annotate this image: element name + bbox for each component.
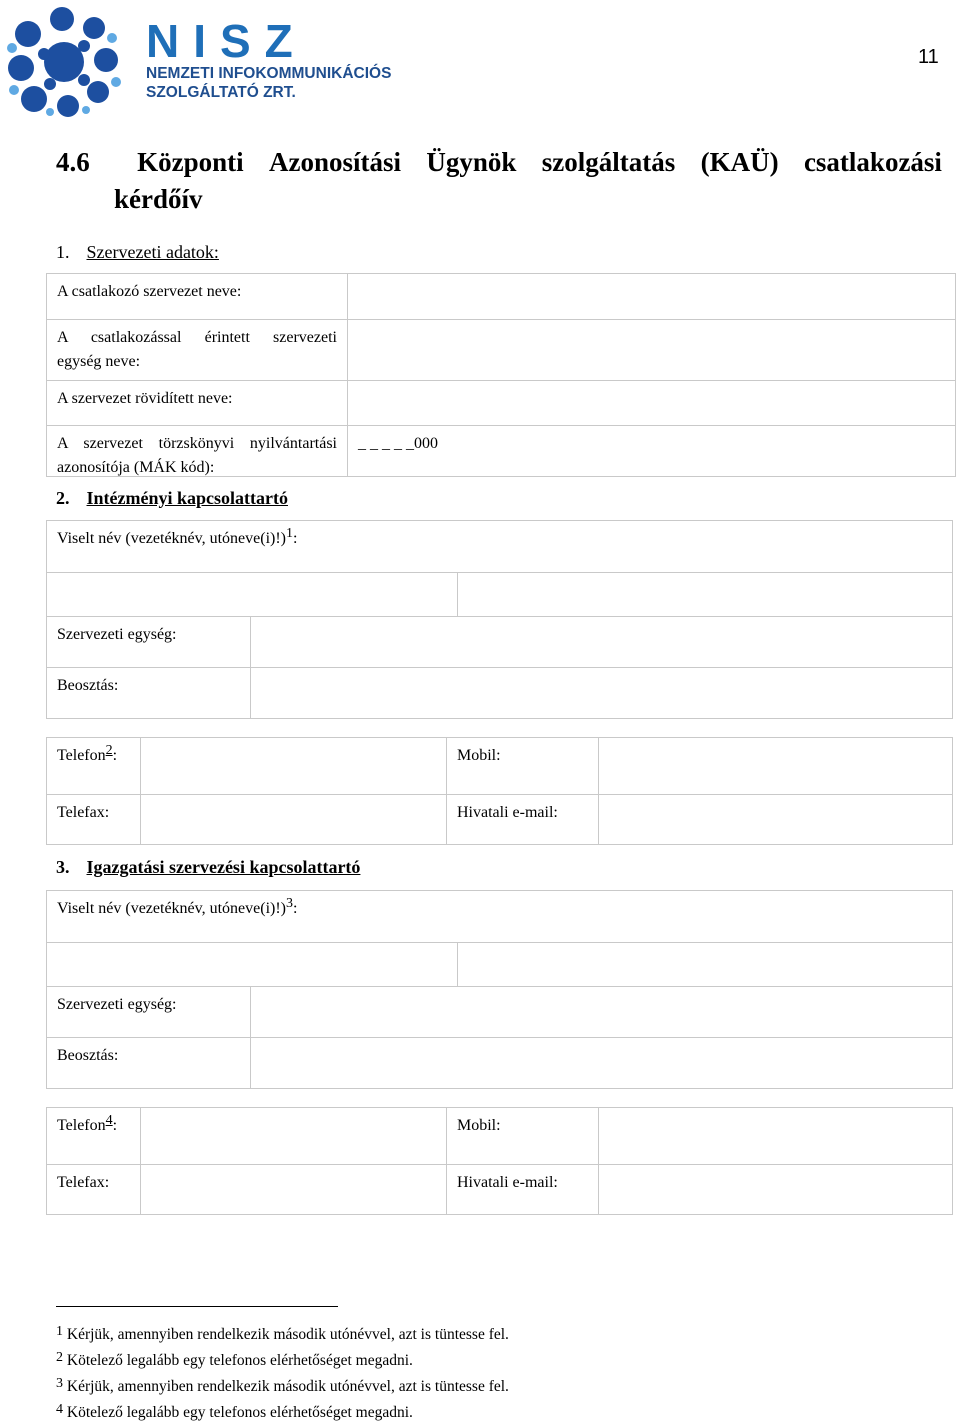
footnotes <box>56 1322 946 1426</box>
unit-label: Szervezeti egység: <box>46 986 251 1038</box>
mobile-label: Mobil: <box>446 737 599 795</box>
unit-name-label <box>46 319 348 381</box>
label-line: A csatlakozással érintett szervezeti <box>57 329 337 346</box>
footnote <box>56 1348 946 1374</box>
label-line: azonosítója (MÁK kód): <box>57 459 215 476</box>
position-field[interactable] <box>250 667 953 719</box>
mobile-label: Mobil: <box>446 1107 599 1165</box>
label-colon: : <box>112 1117 118 1134</box>
mobile-field[interactable] <box>598 737 953 795</box>
position-label: Beosztás: <box>46 667 251 719</box>
unit-field[interactable] <box>250 986 953 1038</box>
fax-label: Telefax: <box>46 794 141 845</box>
section-title: Intézményi kapcsolattartó <box>86 488 288 508</box>
section-number: 2. <box>56 488 70 508</box>
email-field[interactable] <box>598 794 953 845</box>
contact-name-part1[interactable] <box>46 942 458 987</box>
section-title: Igazgatási szervezési kapcsolattartó <box>86 857 361 877</box>
footnote <box>56 1374 946 1400</box>
footnote-number: 3 <box>56 1376 63 1391</box>
footnote-text: Kötelező legalább egy telefonos elérhetőséget megadni. <box>66 1352 413 1369</box>
org-name-field[interactable] <box>347 273 956 320</box>
section-title: Szervezeti adatok: <box>86 242 219 262</box>
short-name-label: A szervezet rövidített neve: <box>46 380 348 426</box>
contact-name-field[interactable] <box>46 520 953 573</box>
position-label: Beosztás: <box>46 1037 251 1089</box>
footnote-text: Kötelező legalább egy telefonos elérhetőséget megadni. <box>66 1404 413 1421</box>
phone-label <box>46 1107 141 1165</box>
logo-line2: SZOLGÁLTATÓ ZRT. <box>146 84 296 101</box>
nisz-logo-icon <box>6 6 126 118</box>
label-text: Telefon <box>57 747 106 764</box>
footnote-ref: 3 <box>286 896 294 911</box>
mak-code-value: _ _ _ _ _000 <box>358 435 438 452</box>
short-name-field[interactable] <box>347 380 956 426</box>
footnote <box>56 1400 946 1426</box>
title-word: Ügynök <box>426 147 517 177</box>
org-name-label: A csatlakozó szervezet neve: <box>46 273 348 320</box>
label-colon: : <box>293 530 298 547</box>
logo-wordmark: NISZ <box>146 15 307 67</box>
footnote-number: 1 <box>56 1324 63 1339</box>
unit-name-field[interactable] <box>347 319 956 381</box>
contact-name-part2[interactable] <box>457 942 953 987</box>
email-label: Hivatali e-mail: <box>446 1164 599 1215</box>
logo-line1: NEMZETI INFOKOMMUNIKÁCIÓS <box>146 65 392 82</box>
position-field[interactable] <box>250 1037 953 1089</box>
section3-heading <box>56 857 360 878</box>
mak-code-label <box>46 425 348 477</box>
title-word: Azonosítási <box>268 147 401 177</box>
email-field[interactable] <box>598 1164 953 1215</box>
page-number: 11 <box>918 46 939 68</box>
mak-code-field[interactable] <box>347 425 956 477</box>
contact-name-part2[interactable] <box>457 572 953 617</box>
footnote-number: 4 <box>56 1402 63 1417</box>
email-label: Hivatali e-mail: <box>446 794 599 845</box>
section1-heading <box>56 242 219 263</box>
footnote-number: 2 <box>56 1350 63 1365</box>
footnote-ref: 1 <box>286 526 294 541</box>
unit-label: Szervezeti egység: <box>46 616 251 668</box>
footnote-text: Kérjük, amennyiben rendelkezik második utónévvel, azt is tüntesse fel. <box>66 1326 509 1343</box>
title-word: (KAÜ) <box>700 147 779 177</box>
label-text: Telefon <box>57 1117 106 1134</box>
contact-name-label: Viselt név (vezetéknév, utóneve(i)!) <box>57 530 287 547</box>
footnote-separator <box>56 1306 338 1307</box>
contact-name-label: Viselt név (vezetéknév, utóneve(i)!) <box>57 900 287 917</box>
footnote-ref: 2 <box>105 743 113 758</box>
phone-field[interactable] <box>140 737 447 795</box>
phone-field[interactable] <box>140 1107 447 1165</box>
fax-label: Telefax: <box>46 1164 141 1215</box>
section-number: 1. <box>56 242 70 262</box>
page-title <box>56 144 942 218</box>
section2-heading <box>56 488 288 509</box>
fax-field[interactable] <box>140 1164 447 1215</box>
section-number: 3. <box>56 857 70 877</box>
phone-label <box>46 737 141 795</box>
label-colon: : <box>293 900 298 917</box>
footnote-text: Kérjük, amennyiben rendelkezik második utónévvel, azt is tüntesse fel. <box>66 1378 509 1395</box>
title-word: Központi <box>137 147 244 177</box>
unit-field[interactable] <box>250 616 953 668</box>
title-number: 4.6 <box>56 147 90 177</box>
contact-name-field[interactable] <box>46 890 953 943</box>
fax-field[interactable] <box>140 794 447 845</box>
label-line: A szervezet törzskönyvi nyilvántartási <box>57 435 337 452</box>
label-colon: : <box>112 747 118 764</box>
title-word: csatlakozási <box>803 147 942 177</box>
title-line2: kérdőív <box>114 184 203 214</box>
contact-name-part1[interactable] <box>46 572 458 617</box>
footnote-ref: 4 <box>105 1113 113 1128</box>
title-word: szolgáltatás <box>541 147 676 177</box>
footnote <box>56 1322 946 1348</box>
label-line: egység neve: <box>57 353 141 370</box>
mobile-field[interactable] <box>598 1107 953 1165</box>
